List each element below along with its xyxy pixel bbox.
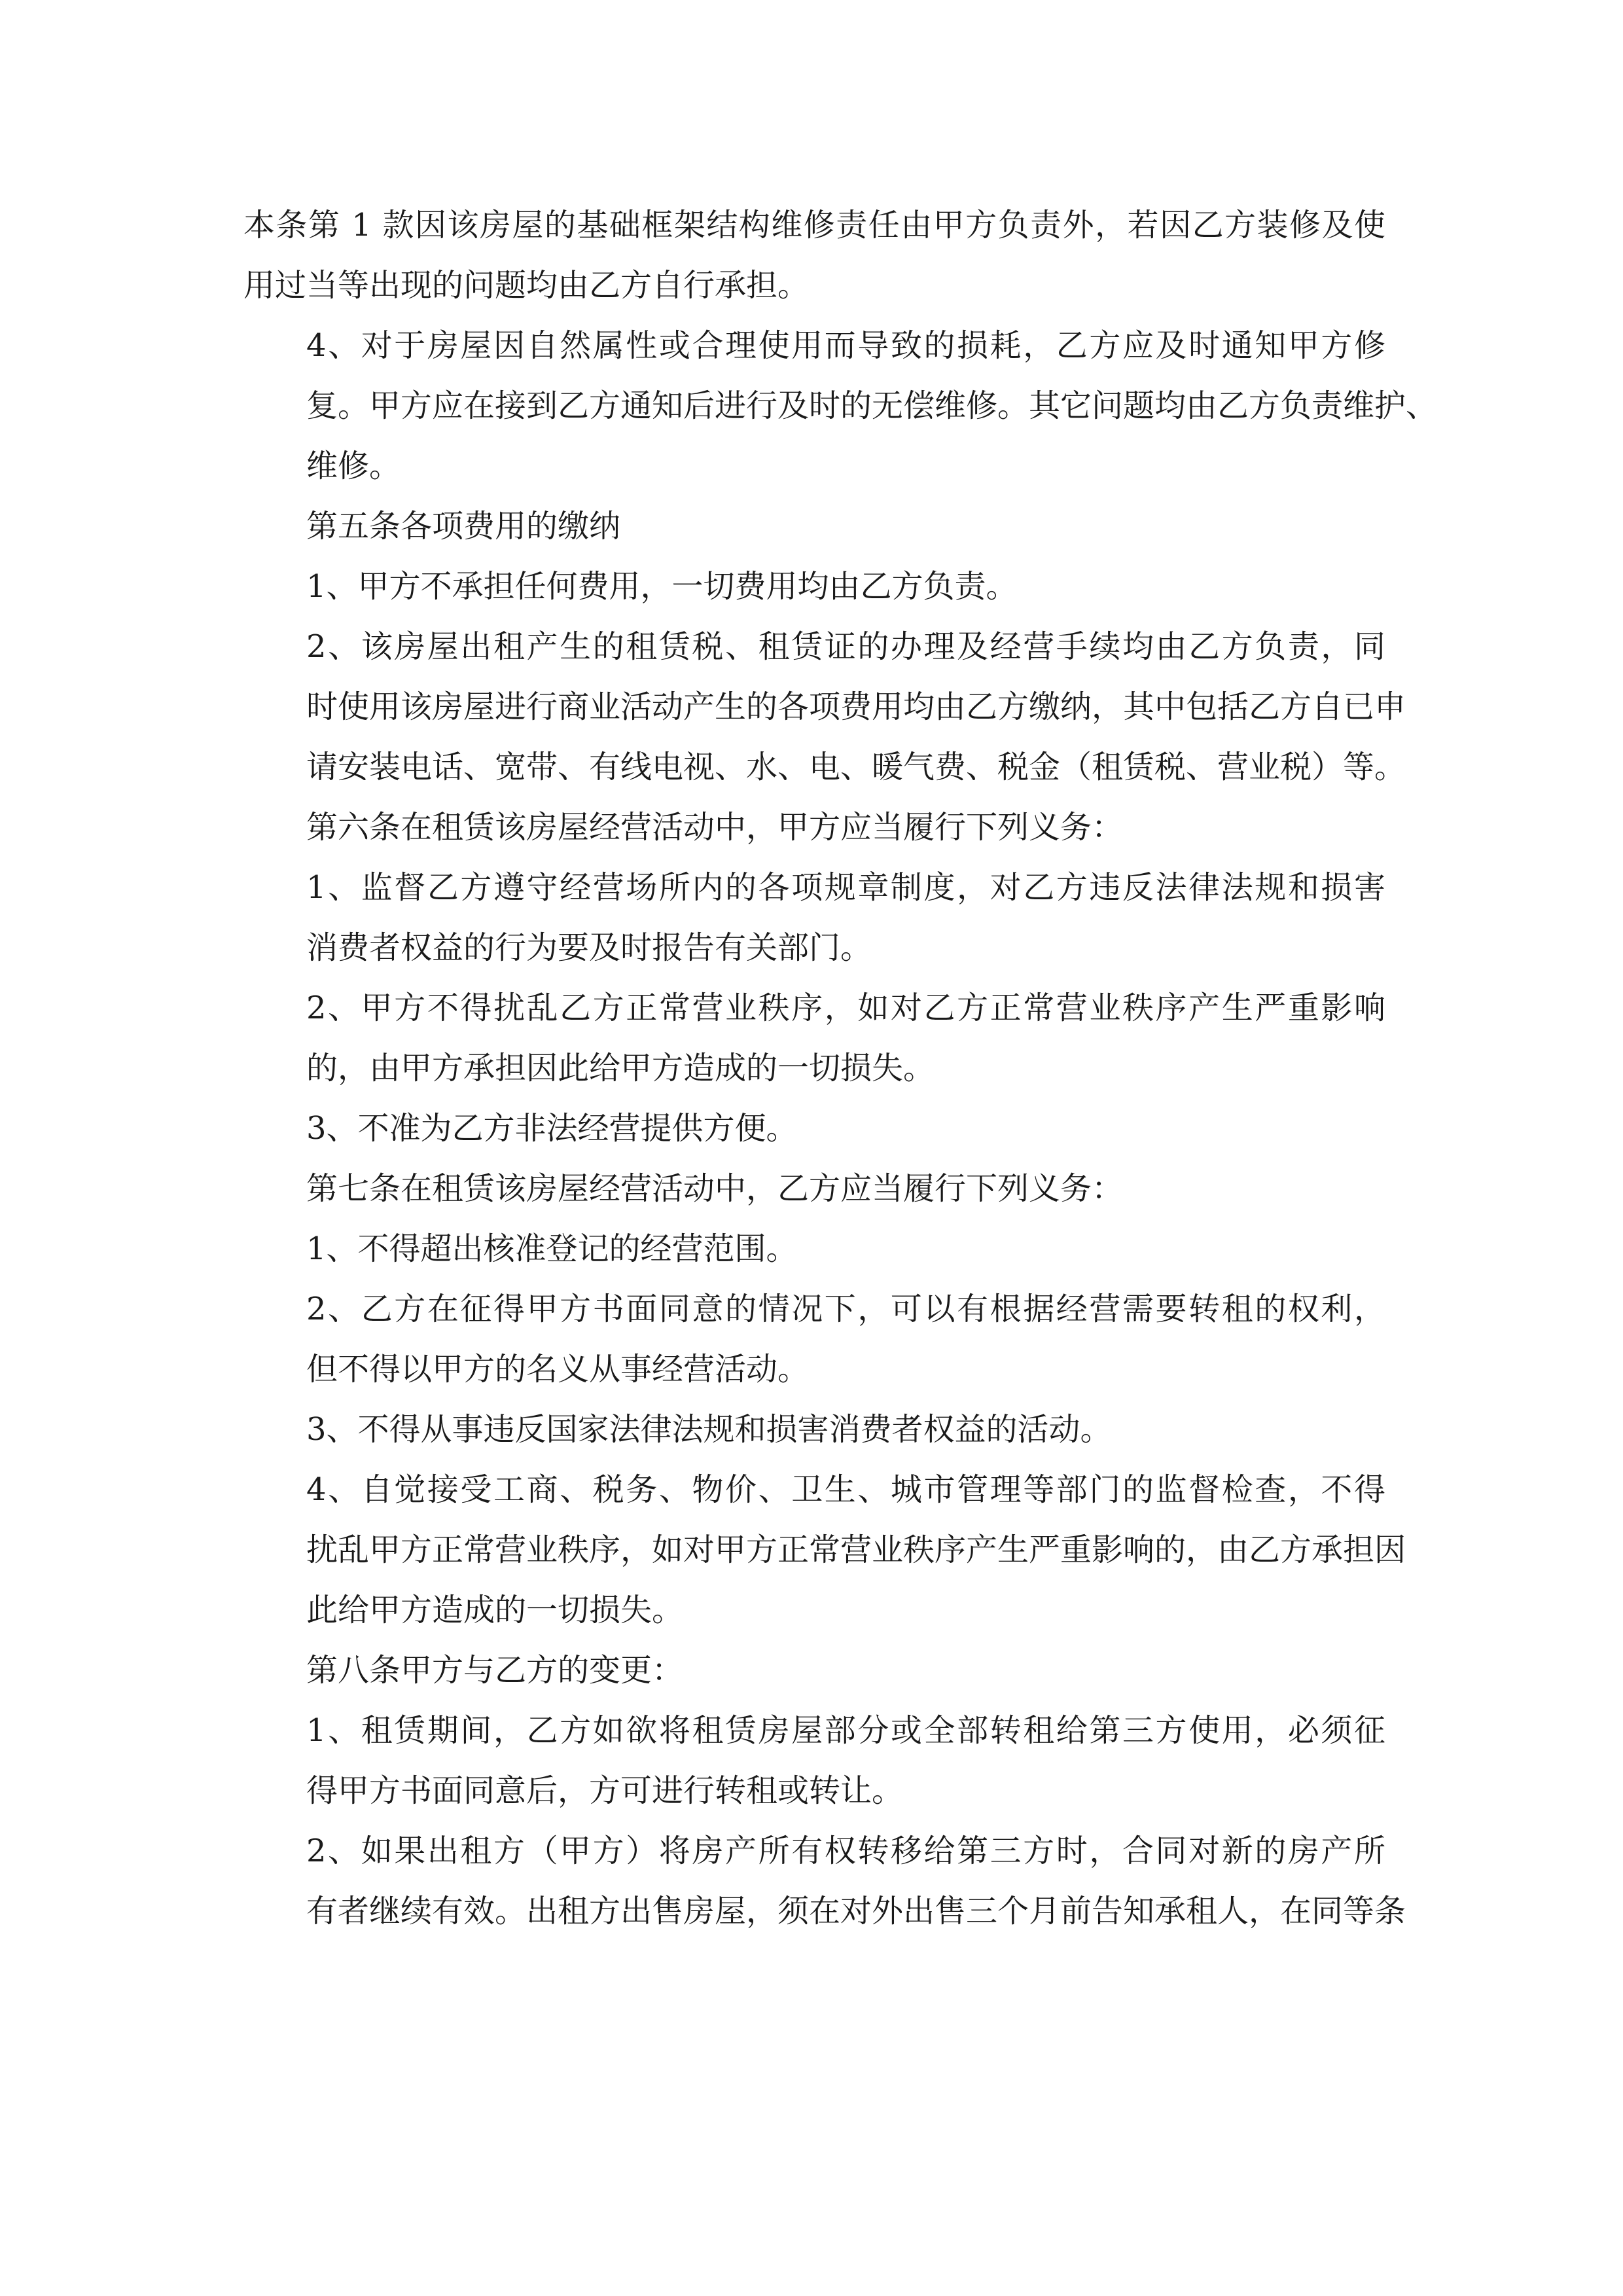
- text-line: 扰乱甲方正常营业秩序，如对甲方正常营业秩序产生严重影响的，由乙方承担因: [306, 1532, 1406, 1568]
- paragraph: [243, 1640, 1385, 1700]
- text-line: 此给甲方造成的一切损失。: [306, 1592, 684, 1628]
- text-line: 请安装电话、宽带、有线电视、水、电、暖气费、税金（租赁税、营业税）等。: [306, 749, 1406, 785]
- text-line: 1、监督乙方遵守经营场所内的各项规章制度，对乙方违反法律法规和损害: [306, 869, 1385, 906]
- text-line: 4、对于房屋因自然属性或合理使用而导致的损耗，乙方应及时通知甲方修: [306, 327, 1385, 364]
- paragraph: [243, 1098, 1385, 1158]
- text-line: 得甲方书面同意后，方可进行转租或转让。: [306, 1772, 904, 1809]
- text-line: 3、不准为乙方非法经营提供方便。: [306, 1110, 798, 1147]
- paragraph: [243, 1158, 1385, 1219]
- paragraph: [243, 1399, 1385, 1460]
- text-line: 维修。: [306, 448, 401, 484]
- text-line: 2、如果出租方（甲方）将房产所有权转移给第三方时，合同对新的房产所: [306, 1833, 1385, 1869]
- text-line: 第五条各项费用的缴纳: [306, 508, 621, 545]
- paragraph: [243, 978, 1385, 1098]
- text-line: 消费者权益的行为要及时报告有关部门。: [306, 929, 872, 966]
- paragraph: [243, 556, 1385, 617]
- text-line: 第八条甲方与乙方的变更：: [306, 1652, 684, 1689]
- text-line: 2、甲方不得扰乱乙方正常营业秩序，如对乙方正常营业秩序产生严重影响: [306, 990, 1385, 1026]
- text-line: 用过当等出现的问题均由乙方自行承担。: [243, 267, 810, 304]
- text-line: 3、不得从事违反国家法律法规和损害消费者权益的活动。: [306, 1411, 1112, 1448]
- text-line: 第六条在租赁该房屋经营活动中，甲方应当履行下列义务：: [306, 809, 1124, 846]
- paragraph: [243, 195, 1385, 315]
- paragraph: [243, 1279, 1385, 1399]
- document-body: [243, 195, 1438, 1941]
- text-line: 但不得以甲方的名义从事经营活动。: [306, 1351, 810, 1388]
- text-line: 4、自觉接受工商、税务、物价、卫生、城市管理等部门的监督检查，不得: [306, 1471, 1385, 1508]
- text-line: 的，由甲方承担因此给甲方造成的一切损失。: [306, 1050, 935, 1086]
- paragraph: [243, 315, 1438, 496]
- text-line: 2、该房屋出租产生的租赁税、租赁证的办理及经营手续均由乙方负责，同: [306, 628, 1385, 665]
- paragraph: [243, 857, 1385, 978]
- paragraph: [243, 1821, 1406, 1941]
- text-line: 有者继续有效。出租方出售房屋，须在对外出售三个月前告知承租人，在同等条: [306, 1893, 1406, 1929]
- paragraph: [243, 496, 1385, 556]
- paragraph: [243, 1460, 1406, 1640]
- text-line: 时使用该房屋进行商业活动产生的各项费用均由乙方缴纳，其中包括乙方自已申: [306, 689, 1406, 725]
- text-line: 本条第 1 款因该房屋的基础框架结构维修责任由甲方负责外，若因乙方装修及使: [243, 207, 1385, 243]
- paragraph: [243, 1219, 1385, 1279]
- text-line: 复。甲方应在接到乙方通知后进行及时的无偿维修。其它问题均由乙方负责维护、: [306, 387, 1438, 424]
- paragraph: [243, 617, 1406, 797]
- text-line: 第七条在租赁该房屋经营活动中，乙方应当履行下列义务：: [306, 1170, 1124, 1207]
- text-line: 1、甲方不承担任何费用，一切费用均由乙方负责。: [306, 568, 1018, 605]
- text-line: 1、不得超出核准登记的经营范围。: [306, 1230, 798, 1267]
- paragraph: [243, 1700, 1385, 1821]
- text-line: 1、租赁期间，乙方如欲将租赁房屋部分或全部转租给第三方使用，必须征: [306, 1712, 1385, 1749]
- paragraph: [243, 797, 1385, 857]
- text-line: 2、乙方在征得甲方书面同意的情况下，可以有根据经营需要转租的权利，: [306, 1291, 1385, 1327]
